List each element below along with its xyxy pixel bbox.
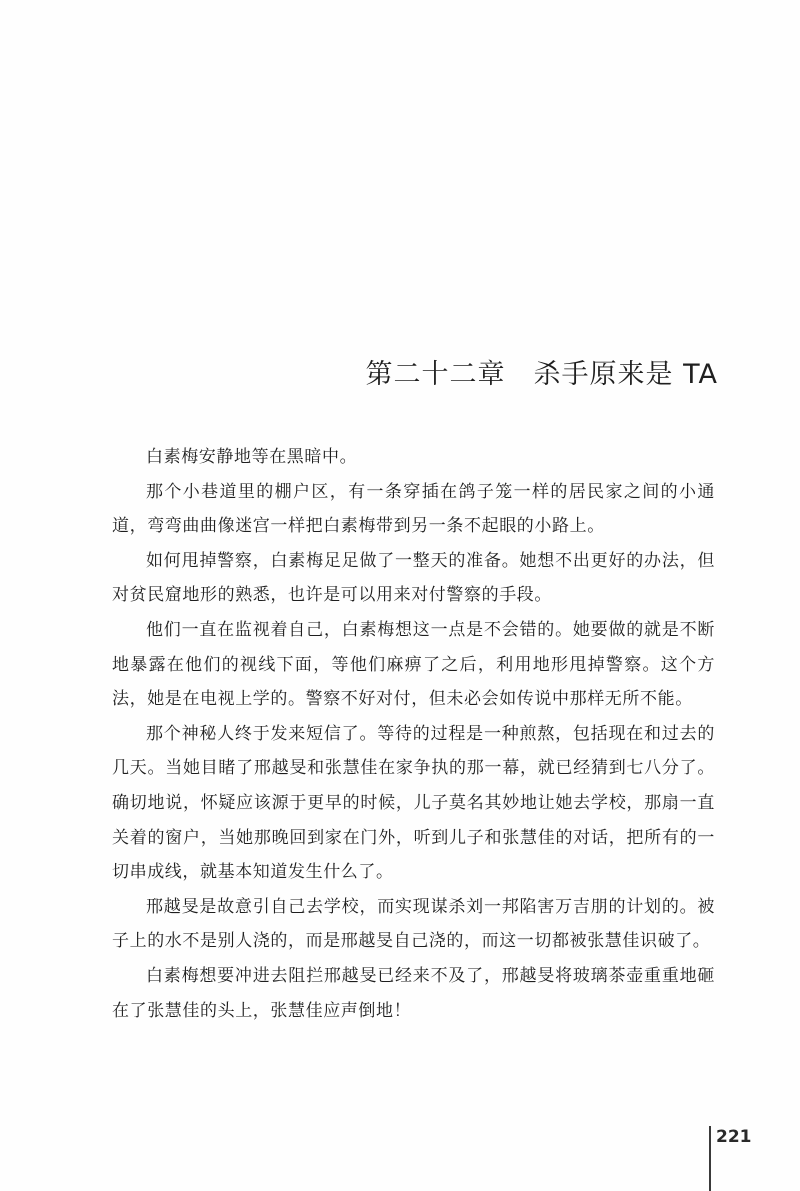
page-number: 221 [716,1127,752,1147]
folio-rule [709,1126,711,1191]
chapter-title: 第二十二章 杀手原来是 TA [365,359,718,390]
paragraph: 那个小巷道里的棚户区，有一条穿插在鸽子笼一样的居民家之间的小通道，弯弯曲曲像迷宫一样把白素梅带到另一条不起眼的小路上。 [112,481,715,537]
paragraph: 他们一直在监视着自己，白素梅想这一点是不会错的。她要做的就是不断地暴露在他们的视线下面，等他们麻痹了之后，利用地形甩掉警察。这个方法，她是在电视上学的。警察不好对付，但未必会如传说中那样无所不能。 [112,619,715,710]
paragraph: 白素梅安静地等在黑暗中。 [146,447,358,467]
paragraph: 那个神秘人终于发来短信了。等待的过程是一种煎熬，包括现在和过去的几天。当她目睹了邢越旻和张慧佳在家争执的那一幕，就已经猜到七八分了。确切地说，怀疑应该源于更早的时候，儿子莫名其妙地让她去学校，那扇一直关着的窗户，当她那晚回到家在门外，听到儿子和张慧佳的对话，把所有的一切串成线，就基本知道发生什么了。 [112,723,715,883]
chapter-body [112,440,715,1028]
paragraph: 邢越旻是故意引自己去学校，而实现谋杀刘一邦陷害万吉朋的计划的。被子上的水不是别人浇的，而是邢越旻自己浇的，而这一切都被张慧佳识破了。 [112,896,715,952]
paragraph: 白素梅想要冲进去阻拦邢越旻已经来不及了，邢越旻将玻璃茶壶重重地砸在了张慧佳的头上，张慧佳应声倒地！ [112,965,715,1021]
paragraph: 如何甩掉警察，白素梅足足做了一整天的准备。她想不出更好的办法，但对贫民窟地形的熟悉，也许是可以用来对付警察的手段。 [112,550,715,606]
